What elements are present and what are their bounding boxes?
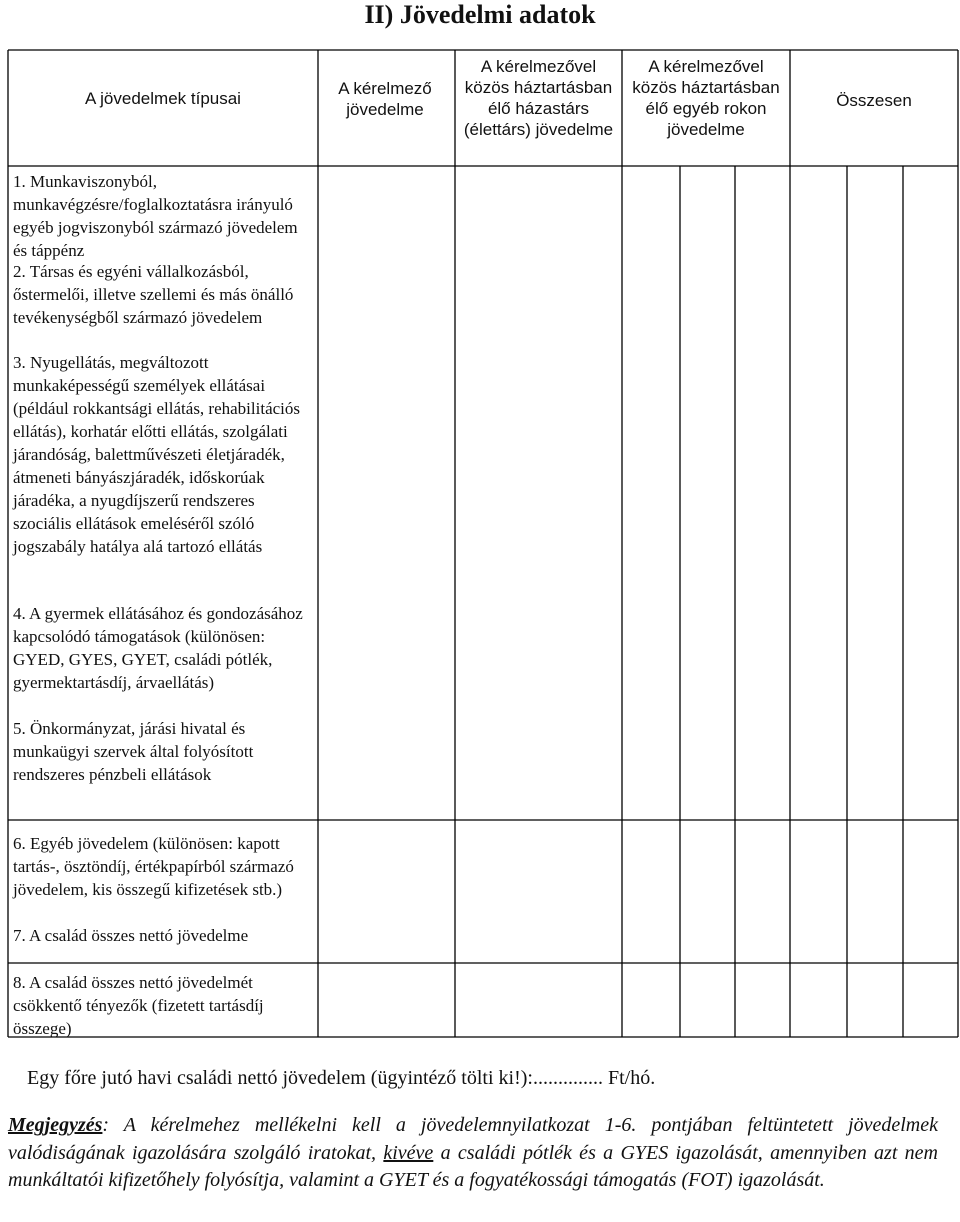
row-label-5: 5. Önkormányzat, járási hivatal és munkaügyi szervek által folyósított rendszeres pénzbeli ellátások — [13, 719, 254, 784]
row-label-6: 6. Egyéb jövedelem (különösen: kapott tartás-, ösztöndíj, értékpapírból származó jövedelem, kis összegű kifizetések stb.) — [13, 834, 294, 899]
row-label-1: 1. Munkaviszonyból, munkavégzésre/foglalkoztatásra irányuló egyéb jogviszonyból származó jövedelem és táppénz — [13, 172, 298, 260]
page-title: II) Jövedelmi adatok — [364, 0, 596, 29]
note-paragraph — [8, 1112, 938, 1195]
header-relative-income: A kérelmezővel közös háztartásban élő egyéb rokon jövedelme — [632, 57, 780, 139]
per-capita-label: Egy főre jutó havi családi nettó jövedelem (ügyintéző tölti ki!): — [27, 1067, 533, 1089]
row-label-7: 7. A család összes nettó jövedelme — [13, 926, 249, 945]
note-text-2: a családi pótlék és a GYES igazolását, amennyiben azt nem munkáltatói kifizetőhely folyósítja, valamint a GYET és a fogyatékossági támogatás (FOT) igazolását. — [8, 1141, 938, 1191]
note-except: kivéve — [383, 1141, 434, 1164]
header-spouse-income: A kérelmezővel közös háztartásban élő házastárs (élettárs) jövedelme — [463, 57, 614, 139]
note-label: Megjegyzés — [8, 1114, 103, 1136]
note-text-1: A kérelmehez mellékelni kell a jövedelemnyilatkozat 1-6. pontjában feltüntetett jövedelmek valódiságának igazolására szolgáló iratokat, — [8, 1114, 938, 1164]
row-label-2: 2. Társas és egyéni vállalkozásból, őstermelői, illetve szellemi és más önálló tevékenységből származó jövedelem — [13, 262, 294, 327]
per-capita-fill-field[interactable]: .............. — [532, 1067, 603, 1089]
header-income-types: A jövedelmek típusai — [85, 89, 241, 108]
row-label-8: 8. A család összes nettó jövedelmét csökkentő tényezők (fizetett tartásdíj összege) — [13, 973, 264, 1038]
per-capita-income-line — [27, 1064, 655, 1092]
header-total: Összesen — [836, 91, 912, 110]
header-applicant-income: A kérelmező jövedelme — [338, 79, 432, 119]
row-label-4: 4. A gyermek ellátásához és gondozásához kapcsolódó támogatások (különösen: GYED, GYES, GYET, családi pótlék, gyermektartásdíj, árvaellátás) — [13, 604, 303, 692]
row-label-3: 3. Nyugellátás, megváltozott munkaképességű személyek ellátásai (például rokkantsági ellátás, rehabilitációs ellátás), korhatár előtti ellátás, szolgálati járandóság, balettművészeti életjáradék, átmeneti bányászjáradék, időskorúak járadéka, a nyugdíjszerű rendszeres szociális ellátások emeléséről szóló jogszabály hatálya alá tartozó ellátás — [13, 353, 301, 556]
note-colon: : — [102, 1114, 110, 1136]
per-capita-unit: Ft/hó. — [607, 1067, 656, 1089]
